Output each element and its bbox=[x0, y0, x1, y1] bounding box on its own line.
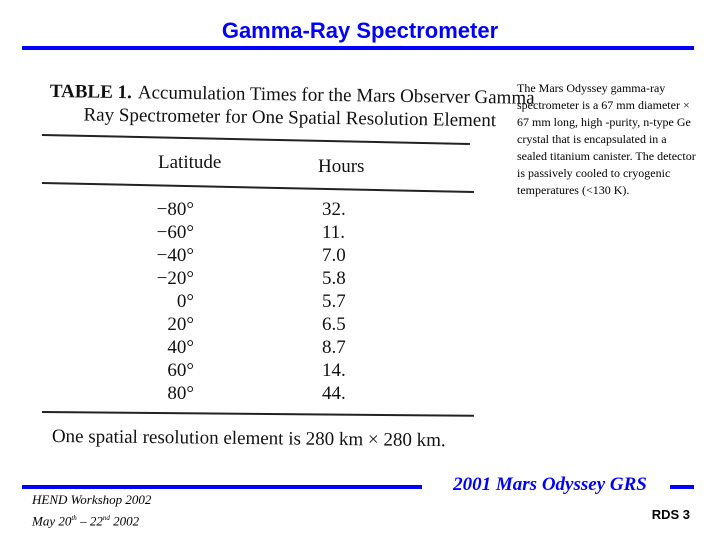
table-row bbox=[38, 267, 478, 290]
table-caption-line1: Accumulation Times for the Mars Observer Gamma bbox=[137, 82, 535, 109]
latitude-cell: −40° bbox=[156, 245, 194, 266]
latitude-cell: 20° bbox=[167, 314, 194, 335]
hours-cell: 14. bbox=[322, 360, 346, 381]
table-rule-top bbox=[42, 134, 470, 145]
workshop-dates: May 20th – 22nd 2002 bbox=[32, 513, 140, 529]
latitude-cell: 80° bbox=[167, 383, 194, 404]
hours-cell: 44. bbox=[322, 383, 346, 404]
table-row bbox=[38, 221, 478, 244]
hours-cell: 6.5 bbox=[322, 314, 346, 335]
title-divider bbox=[22, 46, 694, 50]
table-row bbox=[38, 244, 478, 267]
table-row bbox=[38, 198, 478, 221]
table-caption-label: TABLE 1. bbox=[49, 80, 132, 104]
hours-cell: 32. bbox=[322, 199, 346, 220]
table-row bbox=[38, 336, 478, 359]
slide-title: Gamma-Ray Spectrometer bbox=[221, 18, 499, 43]
page-number: RDS 3 bbox=[651, 507, 690, 522]
table-caption bbox=[49, 80, 534, 133]
header-latitude: Latitude bbox=[158, 152, 222, 173]
table-rule-bottom bbox=[42, 411, 474, 417]
latitude-cell: −20° bbox=[156, 268, 194, 289]
accumulation-times-table bbox=[38, 76, 535, 460]
table-row bbox=[38, 382, 478, 405]
latitude-cell: −80° bbox=[156, 199, 194, 220]
latitude-cell: 40° bbox=[167, 337, 194, 358]
latitude-cell: 60° bbox=[167, 360, 194, 381]
header-hours: Hours bbox=[318, 156, 365, 177]
footer-workshop bbox=[32, 490, 151, 530]
table-row bbox=[38, 290, 478, 313]
footer-divider-right bbox=[670, 485, 694, 489]
hours-cell: 8.7 bbox=[322, 337, 346, 358]
table-rule-header bbox=[42, 182, 474, 193]
latitude-cell: −60° bbox=[156, 222, 194, 243]
table-body bbox=[38, 198, 478, 405]
hours-cell: 5.7 bbox=[322, 291, 346, 312]
table-row bbox=[38, 313, 478, 336]
hours-cell: 5.8 bbox=[322, 268, 346, 289]
hours-cell: 7.0 bbox=[322, 245, 346, 266]
footer-divider-left bbox=[22, 485, 422, 489]
table-caption-line2: Ray Spectrometer for One Spatial Resolution Element bbox=[83, 104, 497, 132]
instrument-description: The Mars Odyssey gamma-ray spectrometer is a 67 mm diameter × 67 mm long, high -purity, n-type Ge crystal that is encapsulated in a sealed titanium canister. The detector is passively cooled to cryogenic temperatures (<130 K). bbox=[517, 81, 696, 197]
table-row bbox=[38, 359, 478, 382]
hours-cell: 11. bbox=[322, 222, 346, 243]
footer-brand: 2001 Mars Odyssey GRS bbox=[453, 474, 647, 495]
workshop-name: HEND Workshop 2002 bbox=[32, 492, 152, 507]
latitude-cell: 0° bbox=[176, 291, 194, 312]
table-footnote: One spatial resolution element is 280 km × 280 km. bbox=[51, 426, 446, 452]
